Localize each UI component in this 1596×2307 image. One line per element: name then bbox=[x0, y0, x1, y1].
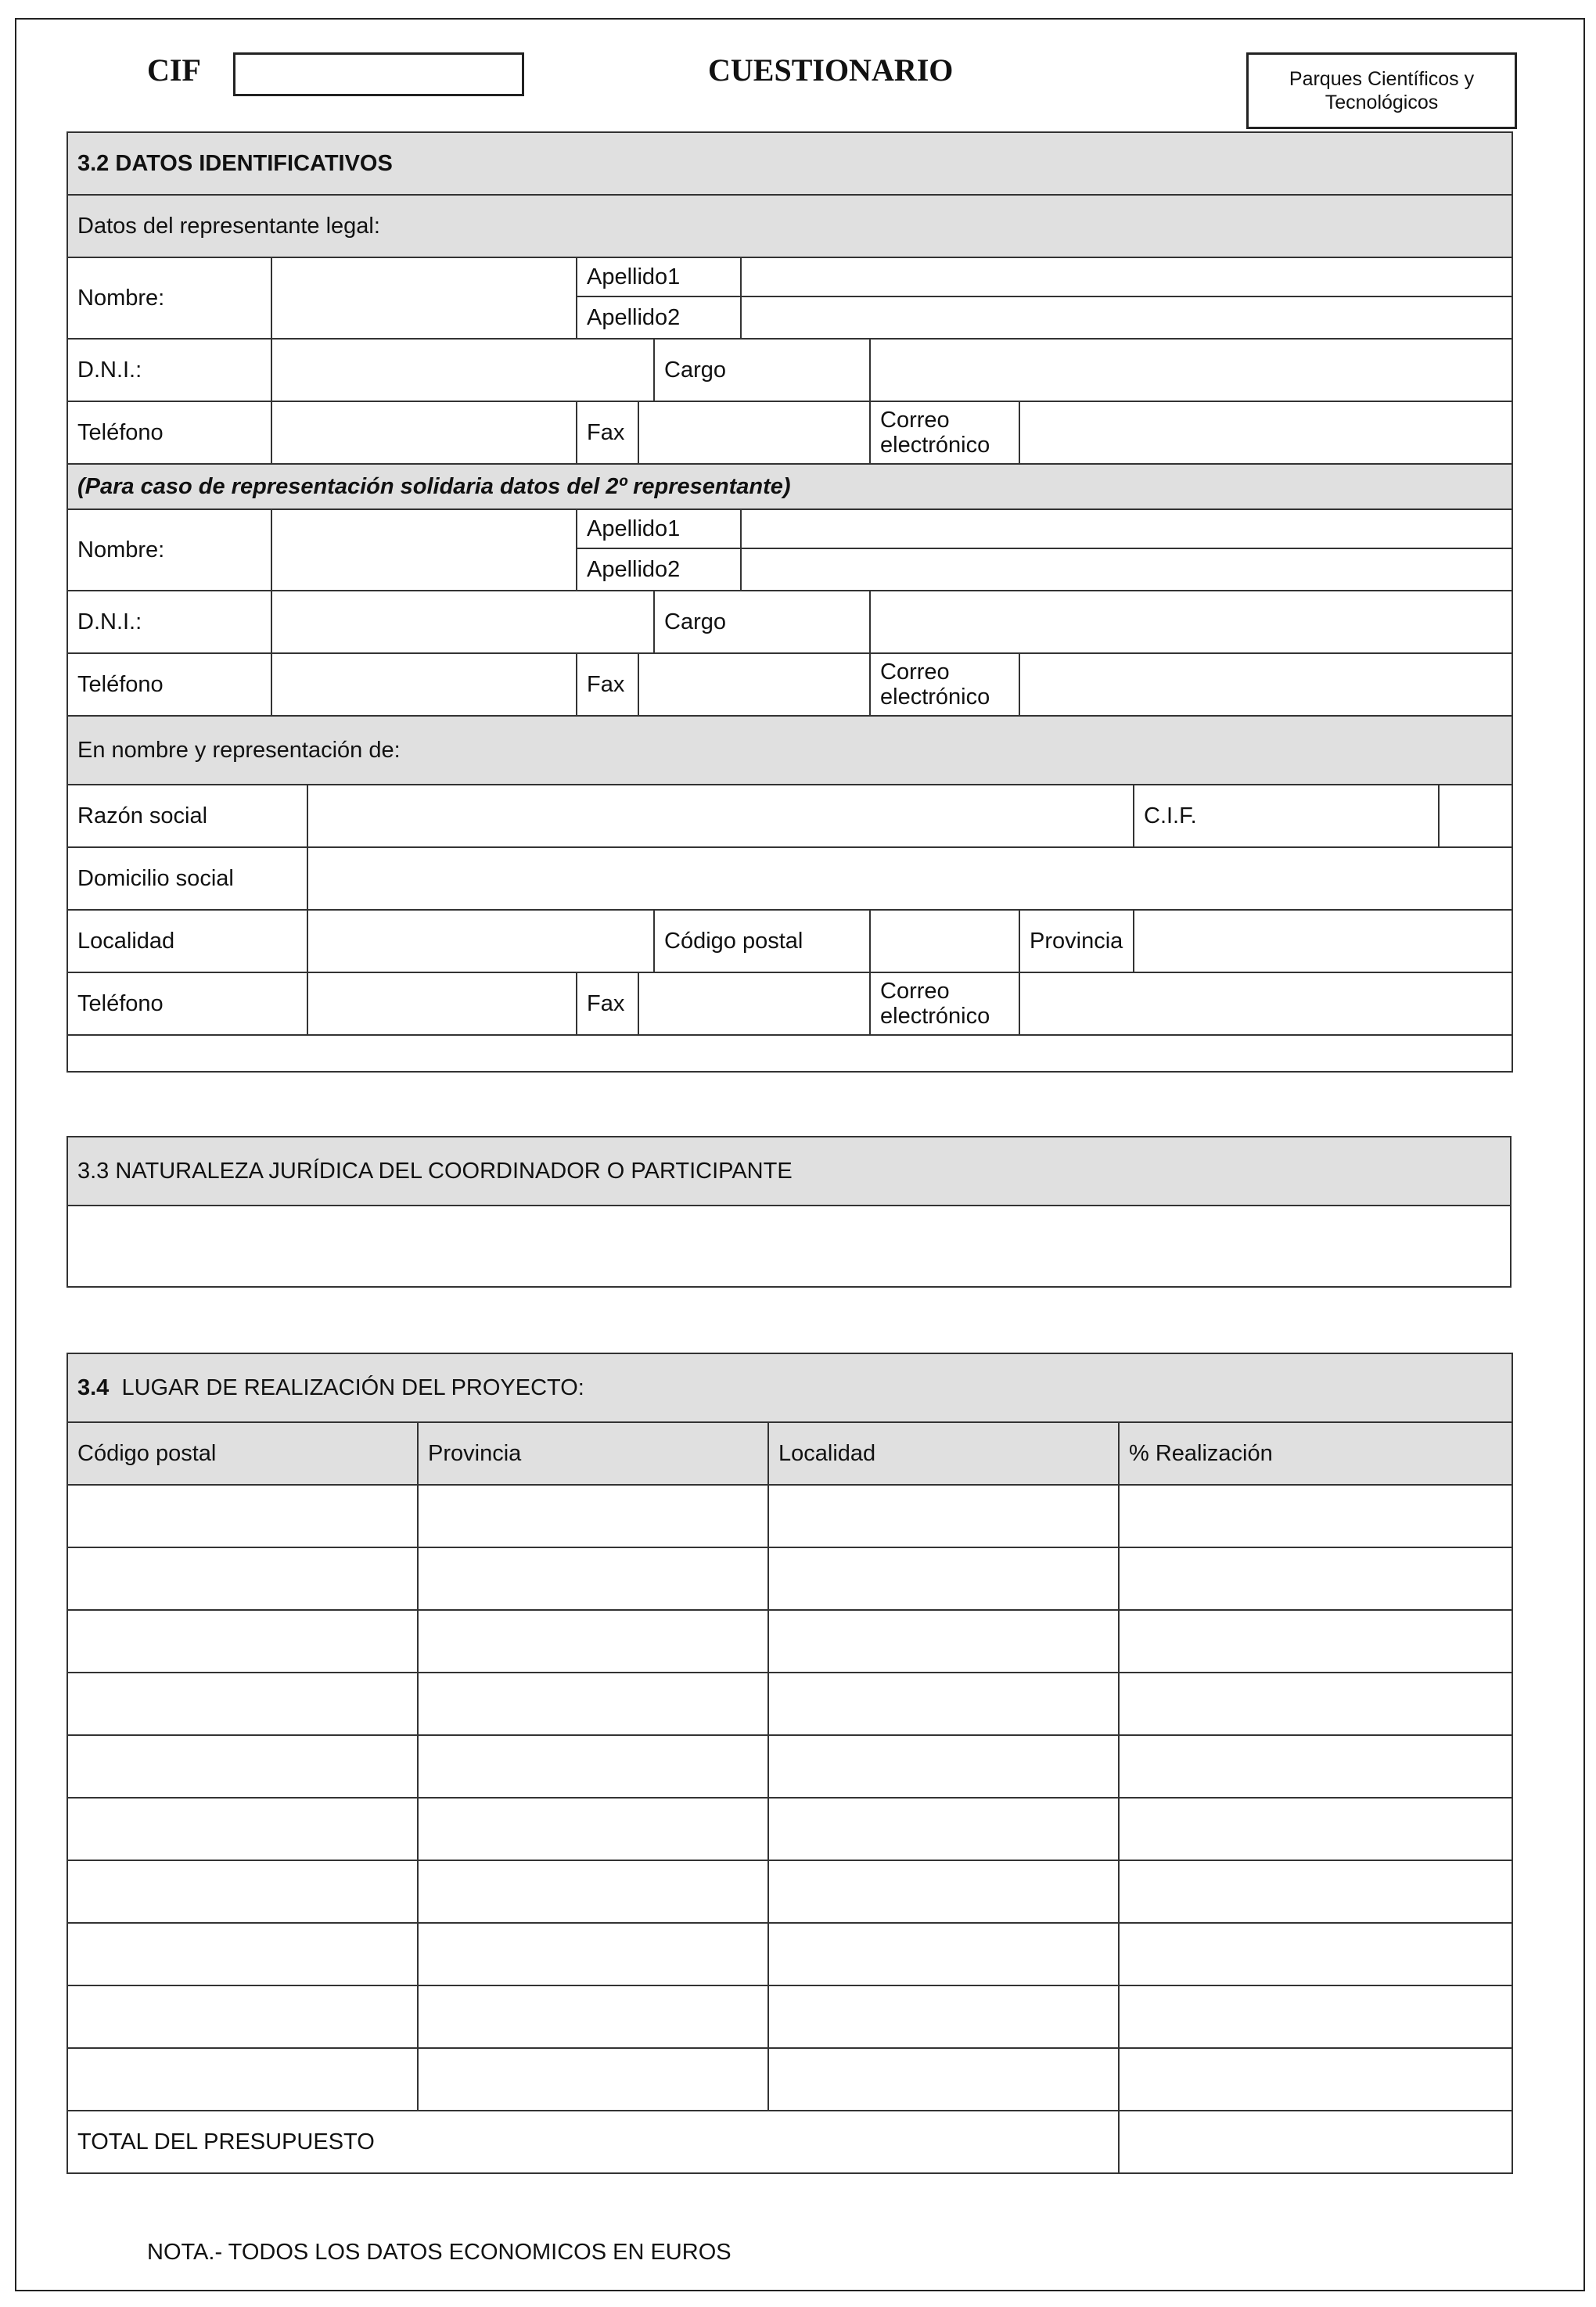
correo-entity-label-line1: Correo bbox=[880, 979, 950, 1004]
cif-input-box[interactable] bbox=[233, 52, 524, 96]
apellido2-label: Apellido2 bbox=[577, 296, 741, 339]
table-cell[interactable] bbox=[418, 1610, 768, 1673]
nombre-2-label: Nombre: bbox=[67, 509, 271, 591]
correo-label-line1: Correo bbox=[880, 408, 950, 433]
table-row bbox=[67, 2048, 1512, 2111]
total-presupuesto-label: TOTAL DEL PRESUPUESTO bbox=[67, 2111, 1119, 2173]
table-cell[interactable] bbox=[418, 1485, 768, 1547]
table-row bbox=[67, 1610, 1512, 1673]
telefono-entity-label: Teléfono bbox=[67, 972, 307, 1035]
apellido2-2-label: Apellido2 bbox=[577, 548, 741, 591]
razon-social-label: Razón social bbox=[67, 785, 307, 847]
nombre-2-field[interactable] bbox=[271, 509, 577, 591]
table-cell[interactable] bbox=[1119, 1610, 1512, 1673]
section-3-2-table bbox=[66, 131, 1513, 1073]
table-row bbox=[67, 1860, 1512, 1923]
table-cell[interactable] bbox=[67, 1485, 418, 1547]
table-cell[interactable] bbox=[768, 1547, 1119, 1610]
section-3-4-title bbox=[67, 1353, 1512, 1422]
codigo-postal-label: Código postal bbox=[654, 910, 870, 972]
table-cell[interactable] bbox=[67, 2048, 418, 2111]
fax-entity-field[interactable] bbox=[638, 972, 870, 1035]
col-realizacion: % Realización bbox=[1119, 1422, 1512, 1485]
correo-entity-field[interactable] bbox=[1019, 972, 1512, 1035]
apellido2-2-field[interactable] bbox=[741, 548, 1512, 591]
telefono-label: Teléfono bbox=[67, 401, 271, 464]
cif-label: CIF bbox=[147, 52, 201, 88]
cargo-2-label: Cargo bbox=[654, 591, 870, 653]
second-rep-heading: (Para caso de representación solidaria datos del 2º representante) bbox=[67, 464, 1512, 509]
table-cell[interactable] bbox=[418, 1735, 768, 1798]
correo-2-field[interactable] bbox=[1019, 653, 1512, 716]
table-cell[interactable] bbox=[67, 1798, 418, 1860]
table-cell[interactable] bbox=[67, 1673, 418, 1735]
correo-2-label-line1: Correo bbox=[880, 659, 950, 685]
table-cell[interactable] bbox=[768, 1985, 1119, 2048]
telefono-entity-field[interactable] bbox=[307, 972, 577, 1035]
table-row bbox=[67, 1923, 1512, 1985]
program-tag-line2: Tecnológicos bbox=[1325, 92, 1439, 113]
section-3-3-title: 3.3 NATURALEZA JURÍDICA DEL COORDINADOR O PARTICIPANTE bbox=[67, 1137, 1511, 1206]
section-3-3-table bbox=[66, 1136, 1512, 1288]
table-cell[interactable] bbox=[1119, 1735, 1512, 1798]
table-row bbox=[67, 1735, 1512, 1798]
table-cell[interactable] bbox=[768, 2048, 1119, 2111]
provincia-field[interactable] bbox=[1134, 910, 1512, 972]
section-3-4-number: 3.4 bbox=[77, 1374, 110, 1400]
domicilio-label: Domicilio social bbox=[67, 847, 307, 910]
localidad-label: Localidad bbox=[67, 910, 307, 972]
table-cell[interactable] bbox=[1119, 1547, 1512, 1610]
table-cell[interactable] bbox=[67, 1923, 418, 1985]
table-cell[interactable] bbox=[768, 1735, 1119, 1798]
provincia-label: Provincia bbox=[1019, 910, 1134, 972]
correo-2-label-line2: electrónico bbox=[880, 685, 990, 710]
telefono-2-label: Teléfono bbox=[67, 653, 271, 716]
dni-field[interactable] bbox=[271, 339, 654, 401]
table-cell[interactable] bbox=[1119, 1860, 1512, 1923]
rep-legal-heading: Datos del representante legal: bbox=[67, 195, 1512, 257]
cif-entity-field[interactable] bbox=[1439, 785, 1512, 847]
section-3-4-table bbox=[66, 1353, 1513, 2174]
telefono-field[interactable] bbox=[271, 401, 577, 464]
correo-field[interactable] bbox=[1019, 401, 1512, 464]
total-presupuesto-field[interactable] bbox=[1119, 2111, 1512, 2173]
table-cell[interactable] bbox=[1119, 1798, 1512, 1860]
table-cell[interactable] bbox=[1119, 1673, 1512, 1735]
table-cell[interactable] bbox=[1119, 1485, 1512, 1547]
table-cell[interactable] bbox=[67, 1547, 418, 1610]
table-cell[interactable] bbox=[768, 1610, 1119, 1673]
naturaleza-juridica-field[interactable] bbox=[67, 1206, 1511, 1287]
table-row bbox=[67, 1673, 1512, 1735]
table-cell[interactable] bbox=[418, 1673, 768, 1735]
col-codigo-postal: Código postal bbox=[67, 1422, 418, 1485]
table-cell[interactable] bbox=[418, 1860, 768, 1923]
nota-euros: NOTA.- TODOS LOS DATOS ECONOMICOS EN EUROS bbox=[147, 2240, 732, 2265]
table-cell[interactable] bbox=[1119, 1923, 1512, 1985]
correo-entity-label bbox=[870, 972, 1019, 1035]
dni-2-label: D.N.I.: bbox=[67, 591, 271, 653]
correo-label bbox=[870, 401, 1019, 464]
correo-2-label bbox=[870, 653, 1019, 716]
table-cell[interactable] bbox=[768, 1798, 1119, 1860]
fax-2-field[interactable] bbox=[638, 653, 870, 716]
apellido2-field[interactable] bbox=[741, 296, 1512, 339]
apellido1-field[interactable] bbox=[741, 257, 1512, 296]
table-row bbox=[67, 1485, 1512, 1547]
table-row bbox=[67, 1985, 1512, 2048]
apellido1-2-label: Apellido1 bbox=[577, 509, 741, 548]
fax-entity-label: Fax bbox=[577, 972, 638, 1035]
nombre-label: Nombre: bbox=[67, 257, 271, 339]
blank-row[interactable] bbox=[67, 1035, 1512, 1072]
cif-entity-label: C.I.F. bbox=[1134, 785, 1439, 847]
en-nombre-heading: En nombre y representación de: bbox=[67, 716, 1512, 785]
section-3-4-title-text: LUGAR DE REALIZACIÓN DEL PROYECTO: bbox=[109, 1374, 584, 1400]
table-row bbox=[67, 1798, 1512, 1860]
dni-2-field[interactable] bbox=[271, 591, 654, 653]
table-cell[interactable] bbox=[1119, 2048, 1512, 2111]
table-cell[interactable] bbox=[418, 2048, 768, 2111]
table-cell[interactable] bbox=[768, 1673, 1119, 1735]
domicilio-field[interactable] bbox=[307, 847, 1512, 910]
apellido1-label: Apellido1 bbox=[577, 257, 741, 296]
apellido1-2-field[interactable] bbox=[741, 509, 1512, 548]
correo-entity-label-line2: electrónico bbox=[880, 1004, 990, 1029]
table-cell[interactable] bbox=[418, 1985, 768, 2048]
table-cell[interactable] bbox=[67, 1860, 418, 1923]
table-cell[interactable] bbox=[67, 1610, 418, 1673]
table-row bbox=[67, 1547, 1512, 1610]
table-cell[interactable] bbox=[768, 1860, 1119, 1923]
fax-2-label: Fax bbox=[577, 653, 638, 716]
correo-label-line2: electrónico bbox=[880, 433, 990, 458]
codigo-postal-field[interactable] bbox=[870, 910, 1019, 972]
table-cell[interactable] bbox=[67, 1985, 418, 2048]
table-cell[interactable] bbox=[67, 1735, 418, 1798]
fax-field[interactable] bbox=[638, 401, 870, 464]
cargo-2-field[interactable] bbox=[870, 591, 1512, 653]
col-localidad: Localidad bbox=[768, 1422, 1119, 1485]
table-cell[interactable] bbox=[418, 1923, 768, 1985]
nombre-field[interactable] bbox=[271, 257, 577, 339]
program-tag bbox=[1246, 52, 1517, 129]
localidad-field[interactable] bbox=[307, 910, 654, 972]
table-cell[interactable] bbox=[1119, 1985, 1512, 2048]
dni-label: D.N.I.: bbox=[67, 339, 271, 401]
table-cell[interactable] bbox=[768, 1923, 1119, 1985]
fax-label: Fax bbox=[577, 401, 638, 464]
col-provincia: Provincia bbox=[418, 1422, 768, 1485]
cargo-field[interactable] bbox=[870, 339, 1512, 401]
table-cell[interactable] bbox=[418, 1547, 768, 1610]
table-cell[interactable] bbox=[418, 1798, 768, 1860]
cargo-label: Cargo bbox=[654, 339, 870, 401]
table-cell[interactable] bbox=[768, 1485, 1119, 1547]
razon-social-field[interactable] bbox=[307, 785, 1134, 847]
section-3-2-title: 3.2 DATOS IDENTIFICATIVOS bbox=[67, 132, 1512, 195]
program-tag-line1: Parques Científicos y bbox=[1289, 68, 1475, 90]
form-title: CUESTIONARIO bbox=[708, 52, 954, 88]
telefono-2-field[interactable] bbox=[271, 653, 577, 716]
